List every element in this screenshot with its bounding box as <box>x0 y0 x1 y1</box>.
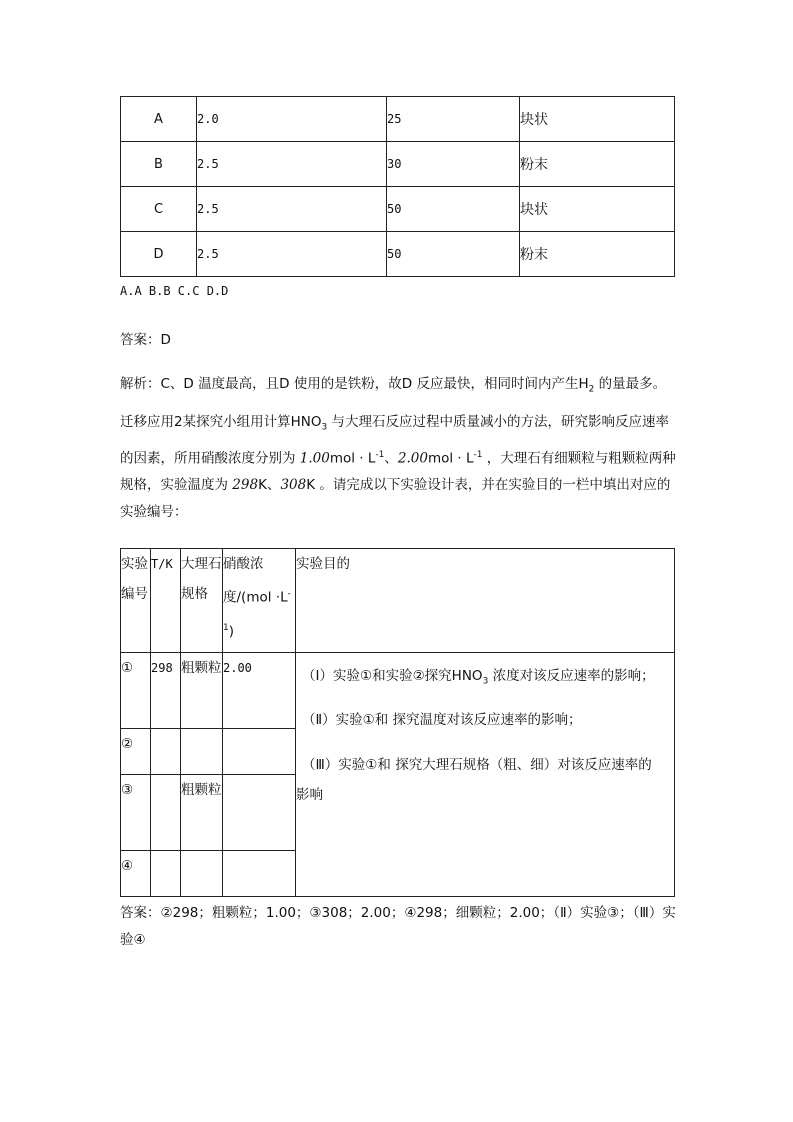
q2-text: ，大理石有细颗粒与粗颗粒两种规格，实验温度为 <box>120 450 676 494</box>
q2-subscript: 3 <box>321 422 328 433</box>
analysis-text: 解析：C、D 温度最高，且D 使用的是铁粉，故D 反应最快，相同时间内产生H <box>120 376 589 392</box>
experiment-design-table <box>120 548 675 897</box>
iron-shape: 块状 <box>520 187 675 232</box>
temperature-cell: 298 <box>151 653 181 729</box>
header-acid-concentration <box>223 549 296 653</box>
q2-unit: K <box>306 477 320 494</box>
purpose-subscript: 3 <box>482 676 489 687</box>
table-header-row <box>121 549 675 653</box>
option-label: C <box>121 187 197 232</box>
analysis-subscript: 2 <box>588 384 595 395</box>
temperature: 25 <box>387 97 520 142</box>
q2-text: 。请完成以下实验设计表，并在实验目的一栏中填出对应的实验编号： <box>120 477 671 521</box>
purpose-cell <box>296 653 675 897</box>
marble-spec-cell <box>181 851 223 897</box>
marble-spec-cell <box>181 729 223 775</box>
answer-2: 答案：②298；粗颗粒；1.00；③308；2.00；④298；细颗粒；2.00；（Ⅱ）实验③；（Ⅲ）实验④ <box>120 905 676 948</box>
q2-temperature-2: 308 <box>280 477 307 494</box>
purpose-line-2: （Ⅱ）实验①和 探究温度对该反应速率的影响； <box>302 712 582 728</box>
experiment-id: ② <box>121 729 151 775</box>
purpose-text: 浓度对该反应速率的影响； <box>488 668 655 684</box>
acid-concentration: 2.5 <box>197 232 387 277</box>
q2-temperature-1: 298 <box>232 477 259 494</box>
q2-unit: mol · L <box>329 450 376 467</box>
header-purpose: 实验目的 <box>296 549 675 653</box>
experiment-id: ① <box>121 653 151 729</box>
header-marble-spec: 大理石规格 <box>181 549 223 653</box>
header-temperature: T/K <box>151 549 181 653</box>
question-2 <box>120 409 680 526</box>
q2-concentration-2: 2.00 <box>397 450 428 467</box>
header-experiment-id: 实验编号 <box>121 549 151 653</box>
header-conc-superscript: -1 <box>223 589 291 633</box>
purpose-line-3: （Ⅲ）实验①和 探究大理石规格（粗、细）对该反应速率的 <box>302 757 652 773</box>
analysis-text-end: 的量最多。 <box>594 376 667 392</box>
acid-concentration: 2.5 <box>197 187 387 232</box>
option-label: A <box>121 97 197 142</box>
table-row <box>121 97 675 142</box>
iron-shape: 粉末 <box>520 232 675 277</box>
q2-superscript: -1 <box>375 449 385 460</box>
marble-spec-cell: 粗颗粒 <box>181 653 223 729</box>
q2-separator: 、 <box>384 450 398 467</box>
concentration-cell <box>223 775 296 851</box>
options-line: A.A B.B C.C D.D <box>120 284 229 298</box>
marble-spec-cell: 粗颗粒 <box>181 775 223 851</box>
purpose-text: （Ⅰ）实验①和实验②探究HNO <box>302 668 483 684</box>
iron-shape: 块状 <box>520 97 675 142</box>
experiment-id: ④ <box>121 851 151 897</box>
option-label: B <box>121 142 197 187</box>
q2-concentration-1: 1.00 <box>299 450 330 467</box>
acid-concentration: 2.5 <box>197 142 387 187</box>
experiment-id: ③ <box>121 775 151 851</box>
temperature-cell <box>151 851 181 897</box>
answer-1: 答案：D <box>120 332 171 348</box>
iron-shape: 粉末 <box>520 142 675 187</box>
q2-unit: mol · L <box>427 450 474 467</box>
options-table <box>120 96 675 277</box>
q2-text: 迁移应用2某探究小组用计算HNO <box>120 414 322 430</box>
temperature: 50 <box>387 187 520 232</box>
table-row <box>121 232 675 277</box>
acid-concentration: 2.0 <box>197 97 387 142</box>
concentration-cell <box>223 729 296 775</box>
temperature: 50 <box>387 232 520 277</box>
concentration-cell: 2.00 <box>223 653 296 729</box>
analysis <box>120 372 666 395</box>
header-conc-unit: L <box>280 589 288 606</box>
table-row <box>121 653 675 729</box>
option-label: D <box>121 232 197 277</box>
q2-unit: K、 <box>258 477 281 494</box>
table-row <box>121 187 675 232</box>
table-row <box>121 142 675 187</box>
temperature: 30 <box>387 142 520 187</box>
temperature-cell <box>151 729 181 775</box>
temperature-cell <box>151 775 181 851</box>
header-conc-text: 硝酸浓度/(mol · <box>223 556 281 606</box>
q2-superscript: -1 <box>473 449 483 460</box>
q2-text: 与大理石反应过程中质量减小的方法，研究影响反应速率的因素，所用硝酸浓度分别为 <box>120 414 669 467</box>
purpose-line-1 <box>302 661 674 697</box>
concentration-cell <box>223 851 296 897</box>
purpose-line-4: 影响 <box>296 787 323 803</box>
header-conc-close: ) <box>228 623 235 639</box>
